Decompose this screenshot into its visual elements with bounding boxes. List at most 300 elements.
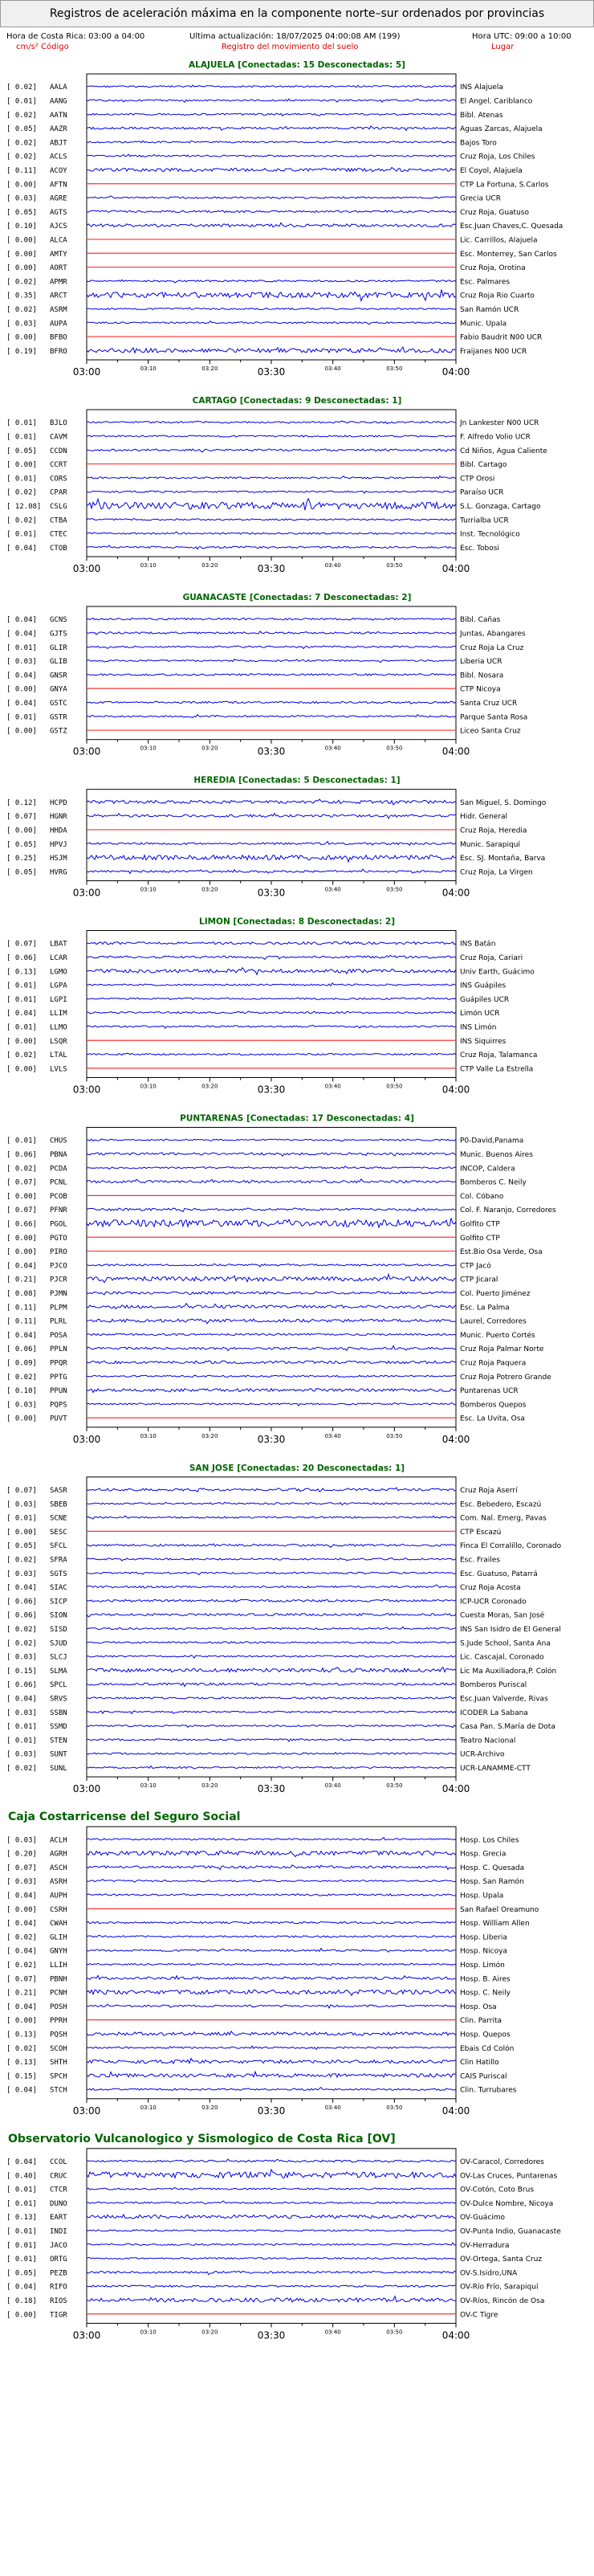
station-value: [ 0.00] bbox=[6, 727, 37, 736]
station-place: Guápiles UCR bbox=[460, 995, 510, 1004]
station-trace bbox=[87, 1865, 456, 1870]
station-code: LVLS bbox=[50, 1065, 67, 1074]
station-code: EART bbox=[50, 2214, 67, 2223]
station-value: [ 0.18] bbox=[6, 2296, 37, 2305]
station-code: CTCR bbox=[50, 2186, 67, 2194]
x-tick-label-minor: 03:10 bbox=[140, 1782, 157, 1790]
station-value: [ 0.02] bbox=[6, 84, 37, 92]
station-code: PBNH bbox=[50, 1975, 67, 1984]
station-value: [ 0.01] bbox=[6, 530, 37, 539]
station-code: GLIB bbox=[50, 658, 67, 667]
station-trace bbox=[87, 2258, 456, 2260]
station-value: [ 0.03] bbox=[6, 1750, 37, 1759]
station-trace bbox=[87, 1614, 456, 1617]
station-trace bbox=[87, 1753, 456, 1755]
x-tick-label-major: 04:00 bbox=[441, 745, 470, 757]
station-place: INS Batán bbox=[460, 940, 496, 949]
station-code: SPCL bbox=[50, 1681, 67, 1690]
group-title: LIMON [Conectadas: 8 Desconectadas: 2] bbox=[199, 917, 395, 927]
station-place: OV-Herradura bbox=[460, 2241, 510, 2250]
station-code: AGRE bbox=[50, 194, 67, 203]
station-place: INS Alajuela bbox=[460, 84, 503, 92]
station-trace bbox=[87, 1894, 456, 1896]
station-code: POSA bbox=[50, 1331, 67, 1340]
station-trace bbox=[87, 1502, 456, 1504]
plot-frame bbox=[87, 1477, 456, 1777]
station-place: OV-Dulce Nombre, Nicoya bbox=[460, 2199, 554, 2208]
station-trace bbox=[87, 1346, 456, 1351]
station-value: [ 0.00] bbox=[6, 1415, 37, 1423]
station-trace bbox=[87, 1739, 456, 1741]
station-value: [ 0.00] bbox=[6, 250, 37, 259]
station-code: STEN bbox=[50, 1737, 67, 1745]
station-code: LGMO bbox=[50, 968, 67, 977]
x-tick-label-minor: 03:10 bbox=[140, 1083, 157, 1090]
station-code: ACOY bbox=[50, 166, 67, 175]
station-place: Inst. Tecnológico bbox=[460, 530, 520, 539]
x-tick-label-minor: 03:10 bbox=[140, 365, 157, 372]
station-value: [ 0.10] bbox=[6, 222, 37, 231]
station-trace bbox=[87, 1375, 456, 1377]
station-code: PCNL bbox=[50, 1178, 67, 1187]
station-code: ASRH bbox=[50, 1878, 67, 1887]
x-tick-label-minor: 03:40 bbox=[324, 1782, 341, 1790]
station-value: [ 0.05] bbox=[6, 1542, 37, 1551]
station-place: Cruz Roja Paquera bbox=[460, 1359, 527, 1368]
station-place: ICP-UCR Coronado bbox=[460, 1598, 527, 1606]
station-code: GLIH bbox=[50, 1933, 67, 1942]
station-value: [ 0.03] bbox=[6, 1570, 37, 1578]
station-place: Col. Cóbano bbox=[460, 1192, 504, 1201]
station-value: [ 0.03] bbox=[6, 1401, 37, 1410]
station-code: ASRM bbox=[50, 305, 67, 314]
station-code: CWAH bbox=[50, 1920, 67, 1929]
station-value: [ 0.07] bbox=[6, 940, 37, 949]
station-value: [ 0.02] bbox=[6, 1764, 37, 1773]
station-code: SUNT bbox=[50, 1750, 67, 1759]
station-place: Cruz Roja Palmar Norte bbox=[460, 1345, 544, 1354]
station-value: [ 0.00] bbox=[6, 1528, 37, 1537]
x-tick-label-major: 03:00 bbox=[72, 2104, 101, 2117]
station-place: Cruz Roja, Guatuso bbox=[460, 208, 529, 217]
station-place: INS San Isidro de El General bbox=[460, 1625, 561, 1634]
station-place: Cd Niños, Agua Caliente bbox=[460, 447, 547, 455]
station-trace bbox=[87, 1292, 456, 1295]
station-value: [ 0.02] bbox=[6, 1639, 37, 1648]
station-trace bbox=[87, 1179, 456, 1183]
station-code: SION bbox=[50, 1611, 67, 1620]
station-trace bbox=[87, 1683, 456, 1686]
station-code: SLMA bbox=[50, 1667, 67, 1676]
station-value: [ 0.05] bbox=[6, 447, 37, 455]
station-value: [ 0.15] bbox=[6, 1667, 37, 1676]
station-trace bbox=[87, 1153, 456, 1157]
station-code: SFCL bbox=[50, 1542, 67, 1551]
local-time-range: Hora de Costa Rica: 03:00 a 04:00 bbox=[6, 32, 145, 41]
station-place: Hosp. Osa bbox=[460, 2002, 497, 2011]
station-code: CTEC bbox=[50, 530, 67, 539]
station-trace bbox=[87, 1264, 456, 1267]
station-place: OV-C Tigre bbox=[460, 2311, 498, 2320]
station-place: Turrialba UCR bbox=[460, 516, 509, 525]
station-value: [ 0.04] bbox=[6, 2002, 37, 2011]
x-tick-label-minor: 03:20 bbox=[201, 562, 218, 569]
station-value: [ 0.01] bbox=[6, 475, 37, 484]
x-tick-label-major: 03:30 bbox=[257, 1783, 286, 1795]
x-tick-label-major: 04:00 bbox=[441, 1433, 470, 1445]
station-code: CSLG bbox=[50, 502, 67, 511]
station-place: Hosp. Limón bbox=[460, 1961, 505, 1970]
station-code: BFBO bbox=[50, 333, 67, 342]
station-value: [ 0.00] bbox=[6, 1248, 37, 1257]
station-code: ORTG bbox=[50, 2256, 67, 2264]
station-place: Hosp. Liberia bbox=[460, 1933, 507, 1942]
station-place: INS Guápiles bbox=[460, 982, 507, 990]
station-code: LLIM bbox=[50, 1010, 67, 1019]
plot-frame bbox=[87, 931, 456, 1078]
station-code: SBEB bbox=[50, 1500, 67, 1509]
station-value: [ 0.00] bbox=[6, 1065, 37, 1074]
station-value: [ 0.04] bbox=[6, 2086, 37, 2095]
station-value: [ 0.02] bbox=[6, 1961, 37, 1970]
station-value: [ 0.40] bbox=[6, 2172, 37, 2181]
station-value: [ 0.02] bbox=[6, 278, 37, 287]
station-trace bbox=[87, 1990, 456, 1995]
station-value: [ 0.02] bbox=[6, 111, 37, 120]
station-value: [ 0.11] bbox=[6, 166, 37, 175]
x-tick-label-major: 04:00 bbox=[441, 1084, 470, 1096]
station-value: [ 0.01] bbox=[6, 97, 37, 106]
station-place: Hidr. General bbox=[460, 813, 508, 822]
station-place: Hosp. Nicoya bbox=[460, 1947, 507, 1956]
station-trace bbox=[87, 196, 456, 199]
station-code: SCNE bbox=[50, 1514, 67, 1523]
station-place: Esc. Frailes bbox=[460, 1556, 501, 1565]
station-code: GNSR bbox=[50, 672, 67, 680]
station-trace bbox=[87, 126, 456, 130]
x-tick-label-minor: 03:10 bbox=[140, 562, 157, 569]
station-value: [ 0.04] bbox=[6, 544, 37, 553]
x-tick-label-minor: 03:20 bbox=[201, 1432, 218, 1439]
x-tick-label-major: 03:00 bbox=[72, 887, 101, 899]
plot-frame bbox=[87, 2149, 456, 2324]
station-value: [ 0.02] bbox=[6, 1165, 37, 1174]
station-trace bbox=[87, 141, 456, 143]
station-trace bbox=[87, 435, 456, 437]
station-value: [ 0.06] bbox=[6, 1345, 37, 1354]
last-update: Ultima actualización: 18/07/2025 04:00:08 AM (199) bbox=[189, 32, 401, 41]
station-code: ARCT bbox=[50, 292, 67, 300]
station-place: OV-Las Cruces, Puntarenas bbox=[460, 2172, 558, 2181]
station-value: [ 0.02] bbox=[6, 516, 37, 525]
station-trace bbox=[87, 280, 456, 283]
station-code: SJUD bbox=[50, 1639, 67, 1648]
station-code: PEZB bbox=[50, 2269, 67, 2278]
station-value: [ 0.06] bbox=[6, 953, 37, 962]
station-code: SCOH bbox=[50, 2044, 67, 2053]
station-trace bbox=[87, 1975, 456, 1979]
x-tick-label-minor: 03:10 bbox=[140, 2329, 157, 2336]
station-trace bbox=[87, 869, 456, 873]
station-trace bbox=[87, 2285, 456, 2288]
station-code: LGPI bbox=[50, 995, 67, 1004]
station-trace bbox=[87, 618, 456, 621]
station-place: Lic. Carrillos, Alajuela bbox=[460, 236, 538, 245]
station-value: [ 0.05] bbox=[6, 2269, 37, 2278]
station-code: PFNR bbox=[50, 1206, 67, 1215]
station-value: [ 0.15] bbox=[6, 2072, 37, 2081]
group-title: PUNTARENAS [Conectadas: 17 Desconectadas: 4] bbox=[180, 1113, 414, 1124]
station-place: Bajos Toro bbox=[460, 139, 497, 148]
station-value: [ 0.00] bbox=[6, 1234, 37, 1243]
station-value: [ 0.04] bbox=[6, 699, 37, 708]
station-place: Bibl. Cartago bbox=[460, 461, 507, 470]
station-code: LCAR bbox=[50, 953, 67, 962]
station-place: Cruz Roja, Los Chiles bbox=[460, 153, 535, 161]
station-code: TIGR bbox=[50, 2311, 67, 2320]
station-value: [ 0.04] bbox=[6, 672, 37, 680]
station-place: CTP Valle La Estrella bbox=[460, 1065, 534, 1074]
station-value: [ 0.13] bbox=[6, 2059, 37, 2068]
station-place: Cuesta Moras, San José bbox=[460, 1611, 545, 1620]
station-value: [ 0.04] bbox=[6, 1695, 37, 1704]
station-code: BFRO bbox=[50, 347, 67, 356]
station-code: PPUN bbox=[50, 1387, 67, 1396]
station-place: Lic. Cascajal, Coronado bbox=[460, 1653, 544, 1662]
x-tick-label-minor: 03:50 bbox=[386, 886, 403, 893]
x-tick-label-major: 03:00 bbox=[72, 1084, 101, 1096]
station-value: [ 0.00] bbox=[6, 264, 37, 273]
station-code: CTBA bbox=[50, 516, 67, 525]
station-code: SGTS bbox=[50, 1570, 67, 1578]
station-code: HCPD bbox=[50, 798, 67, 807]
station-place: Jn Lankester N00 UCR bbox=[460, 419, 539, 428]
station-trace bbox=[87, 308, 456, 310]
station-value: [ 0.06] bbox=[6, 1681, 37, 1690]
station-code: ACLH bbox=[50, 1836, 67, 1845]
station-place: Hosp. San Ramón bbox=[460, 1878, 524, 1887]
station-trace bbox=[87, 1274, 456, 1282]
station-trace bbox=[87, 955, 456, 959]
station-value: [ 0.00] bbox=[6, 333, 37, 342]
station-trace bbox=[87, 2072, 456, 2077]
station-place: OV-Ortega, Santa Cruz bbox=[460, 2256, 543, 2264]
x-tick-label-minor: 03:20 bbox=[201, 886, 218, 893]
x-tick-label-major: 04:00 bbox=[441, 563, 470, 574]
station-value: [ 0.04] bbox=[6, 1892, 37, 1900]
x-tick-label-minor: 03:10 bbox=[140, 745, 157, 752]
station-code: SRVS bbox=[50, 1695, 67, 1704]
station-place: Casa Pan. S.María de Dota bbox=[460, 1723, 555, 1732]
group-title: GUANACASTE [Conectadas: 7 Desconectadas: 2] bbox=[182, 593, 412, 602]
station-value: [ 0.01] bbox=[6, 643, 37, 652]
station-trace bbox=[87, 1851, 456, 1856]
station-value: [ 0.03] bbox=[6, 320, 37, 329]
station-place: Golfito CTP bbox=[460, 1234, 500, 1243]
station-trace bbox=[87, 1544, 456, 1547]
station-code: GSTR bbox=[50, 713, 67, 722]
station-place: Bomberos Quepos bbox=[460, 1401, 527, 1410]
station-value: [ 0.21] bbox=[6, 1989, 37, 1998]
station-value: [ 0.02] bbox=[6, 153, 37, 161]
station-trace bbox=[87, 1557, 456, 1561]
station-code: SISD bbox=[50, 1625, 67, 1634]
station-value: [ 0.09] bbox=[6, 1359, 37, 1368]
station-trace bbox=[87, 1838, 456, 1840]
group-title: HEREDIA [Conectadas: 5 Desconectadas: 1] bbox=[193, 775, 401, 786]
station-place: Munic. Sarapiquí bbox=[460, 840, 520, 849]
station-trace bbox=[87, 347, 456, 353]
station-value: [ 0.20] bbox=[6, 1850, 37, 1859]
station-place: Hosp. B. Aires bbox=[460, 1975, 511, 1984]
station-code: SSBN bbox=[50, 1708, 67, 1717]
station-trace bbox=[87, 968, 456, 975]
station-trace bbox=[87, 1488, 456, 1492]
station-code: CCOL bbox=[50, 2158, 67, 2166]
station-trace bbox=[87, 631, 456, 635]
x-tick-label-major: 03:30 bbox=[257, 2104, 286, 2117]
station-trace bbox=[87, 154, 456, 157]
station-value: [ 0.12] bbox=[6, 798, 37, 807]
station-value: [ 0.66] bbox=[6, 1220, 37, 1229]
station-value: [ 0.01] bbox=[6, 2256, 37, 2264]
station-trace bbox=[87, 998, 456, 999]
station-trace bbox=[87, 449, 456, 452]
station-value: [ 0.13] bbox=[6, 2031, 37, 2039]
x-tick-label-major: 04:00 bbox=[441, 1783, 470, 1795]
station-place: Col. F. Naranjo, Corredores bbox=[460, 1206, 556, 1215]
station-trace bbox=[87, 814, 456, 819]
group-title: Caja Costarricense del Seguro Social bbox=[8, 1811, 241, 1824]
x-tick-label-minor: 03:40 bbox=[324, 2104, 341, 2111]
station-value: [ 0.05] bbox=[6, 208, 37, 217]
station-value: [ 0.03] bbox=[6, 1878, 37, 1887]
station-value: [ 0.01] bbox=[6, 1723, 37, 1732]
station-value: [ 0.04] bbox=[6, 1331, 37, 1340]
station-trace bbox=[87, 519, 456, 521]
station-code: PCNH bbox=[50, 1989, 67, 1998]
station-value: [ 0.02] bbox=[6, 1625, 37, 1634]
x-tick-label-major: 03:30 bbox=[257, 887, 286, 899]
utc-time-range: Hora UTC: 09:00 a 10:00 bbox=[472, 32, 572, 41]
station-place: Esc. Monterrey, San Carlos bbox=[460, 250, 557, 259]
station-trace bbox=[87, 2159, 456, 2162]
station-place: F. Alfredo Volio UCR bbox=[460, 433, 531, 442]
station-place: Esc. La Palma bbox=[460, 1304, 510, 1312]
station-place: Cruz Roja, Talamanca bbox=[460, 1051, 538, 1060]
station-place: INS Siquirres bbox=[460, 1037, 507, 1046]
station-trace bbox=[87, 1725, 456, 1727]
station-trace bbox=[87, 2230, 456, 2231]
plot-frame bbox=[87, 74, 456, 360]
station-code: AUPH bbox=[50, 1892, 67, 1900]
group-title: ALAJUELA [Conectadas: 15 Desconectadas: 5] bbox=[189, 60, 405, 70]
station-value: [ 0.04] bbox=[6, 1010, 37, 1019]
station-code: SUNL bbox=[50, 1764, 67, 1773]
station-value: [ 0.01] bbox=[6, 2241, 37, 2250]
station-trace bbox=[87, 659, 456, 663]
x-tick-label-minor: 03:40 bbox=[324, 1432, 341, 1439]
station-code: SESC bbox=[50, 1528, 67, 1537]
station-place: Bibl. Atenas bbox=[460, 111, 503, 120]
station-place: Cruz Roja, Cariari bbox=[460, 953, 523, 962]
station-code: AGTS bbox=[50, 208, 67, 217]
x-tick-label-major: 03:00 bbox=[72, 1783, 101, 1795]
station-code: AANG bbox=[50, 97, 67, 106]
station-place: Esc.Juan Valverde, Rivas bbox=[460, 1695, 548, 1704]
station-place: Esc. Palmares bbox=[460, 278, 511, 287]
station-place: CTP Orosi bbox=[460, 475, 495, 484]
station-code: GJTS bbox=[50, 630, 67, 639]
station-code: AUPA bbox=[50, 320, 67, 329]
station-trace bbox=[87, 1139, 456, 1141]
station-place: Finca El Corralillo, Coronado bbox=[460, 1542, 562, 1551]
station-trace bbox=[87, 1361, 456, 1364]
station-trace bbox=[87, 2046, 456, 2049]
station-code: PUVT bbox=[50, 1415, 67, 1423]
station-place: Esc.Juan Chaves,C. Quesada bbox=[460, 222, 563, 231]
station-code: PCDA bbox=[50, 1165, 67, 1174]
x-tick-label-major: 03:30 bbox=[257, 1433, 286, 1445]
station-place: Grecia UCR bbox=[460, 194, 501, 203]
x-tick-label-major: 04:00 bbox=[441, 366, 470, 378]
station-trace bbox=[87, 983, 456, 986]
station-value: [ 0.07] bbox=[6, 1975, 37, 1984]
station-value: [ 0.01] bbox=[6, 995, 37, 1004]
station-value: [ 0.01] bbox=[6, 2186, 37, 2194]
station-value: [ 0.02] bbox=[6, 488, 37, 497]
station-value: [ 0.11] bbox=[6, 1304, 37, 1312]
station-trace bbox=[87, 1572, 456, 1574]
station-trace bbox=[87, 499, 456, 510]
station-code: PJMN bbox=[50, 1289, 67, 1298]
x-tick-label-minor: 03:50 bbox=[386, 562, 403, 569]
station-code: PPTG bbox=[50, 1373, 67, 1382]
station-place: Ebais Cd Colón bbox=[460, 2044, 515, 2053]
station-code: LBAT bbox=[50, 940, 67, 949]
station-value: [ 0.11] bbox=[6, 1317, 37, 1326]
station-value: [ 0.01] bbox=[6, 419, 37, 428]
station-code: LSQR bbox=[50, 1037, 67, 1046]
station-place: Esc. Guatuso, Patarrá bbox=[460, 1570, 538, 1578]
station-place: Bibl. Cañas bbox=[460, 616, 501, 625]
station-trace bbox=[87, 2272, 456, 2275]
x-tick-label-major: 04:00 bbox=[441, 2329, 470, 2341]
station-code: SFRA bbox=[50, 1556, 67, 1565]
station-code: ACLS bbox=[50, 153, 67, 161]
station-value: [ 0.04] bbox=[6, 2158, 37, 2166]
station-place: OV-Punta Indio, Guanacaste bbox=[460, 2227, 561, 2236]
station-code: PPLN bbox=[50, 1345, 67, 1354]
station-code: HHDA bbox=[50, 827, 67, 835]
station-place: Est.Bio Osa Verde, Osa bbox=[460, 1248, 543, 1257]
station-code: PQPS bbox=[50, 1401, 67, 1410]
station-trace bbox=[87, 421, 456, 424]
station-value: [ 0.00] bbox=[6, 827, 37, 835]
station-trace bbox=[87, 2004, 456, 2008]
station-value: [ 0.00] bbox=[6, 1037, 37, 1046]
station-place: UCR-LANAMME-CTT bbox=[460, 1764, 531, 1773]
x-tick-label-minor: 03:10 bbox=[140, 2104, 157, 2111]
station-place: Hosp. Upala bbox=[460, 1892, 504, 1900]
station-place: San Ramón UCR bbox=[460, 305, 519, 314]
station-trace bbox=[87, 1696, 456, 1699]
station-code: RIFO bbox=[50, 2283, 67, 2292]
station-place: Bibl. Nosara bbox=[460, 672, 504, 680]
station-value: [ 0.25] bbox=[6, 855, 37, 863]
station-trace bbox=[87, 2059, 456, 2064]
station-trace bbox=[87, 476, 456, 479]
